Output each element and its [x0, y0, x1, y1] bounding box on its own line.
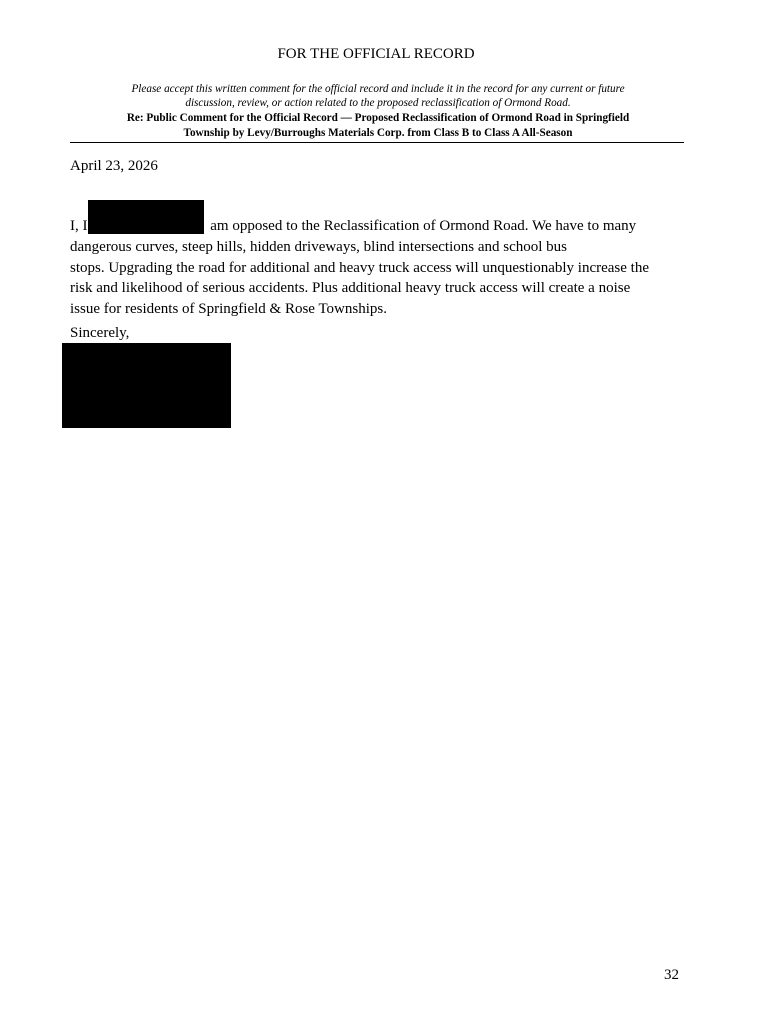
body-line-4: risk and likelihood of serious accidents. Plus additional heavy truck access will create a noise — [70, 280, 631, 297]
redacted-name — [88, 200, 204, 234]
closing: Sincerely, — [70, 325, 130, 341]
body-line-5: issue for residents of Springfield & Rose Townships. — [70, 301, 387, 318]
redacted-signature — [62, 343, 231, 428]
subject-line-2: Township by Levy/Burroughs Materials Corp. from Class B to Class A All-Season — [183, 127, 573, 139]
body-line-1 — [70, 200, 690, 237]
subject-line-1: Re: Public Comment for the Official Record — Proposed Reclassification of Ormond Road in Springfield — [126, 112, 630, 124]
header-rule — [70, 142, 684, 143]
body-line-1-rest: am opposed to the Reclassification of Ormond Road. We have to many — [210, 218, 637, 234]
subject-line — [72, 111, 684, 141]
intro-note — [72, 82, 684, 110]
intro-line-1: Please accept this written comment for the official record and include it in the record for any current or future — [131, 83, 625, 95]
body-line-2: dangerous curves, steep hills, hidden driveways, blind intersections and school bus — [70, 238, 567, 255]
letter-body — [70, 200, 690, 320]
page-number: 32 — [664, 967, 679, 983]
letter-date: April 23, 2026 — [70, 158, 158, 174]
body-line-3: stops. Upgrading the road for additional and heavy truck access will unquestionably increase the — [70, 259, 649, 276]
record-title: FOR THE OFFICIAL RECORD — [277, 46, 475, 62]
intro-line-2: discussion, review, or action related to the proposed reclassification of Ormond Road. — [185, 97, 571, 109]
opening-text: I, I — [70, 218, 88, 234]
